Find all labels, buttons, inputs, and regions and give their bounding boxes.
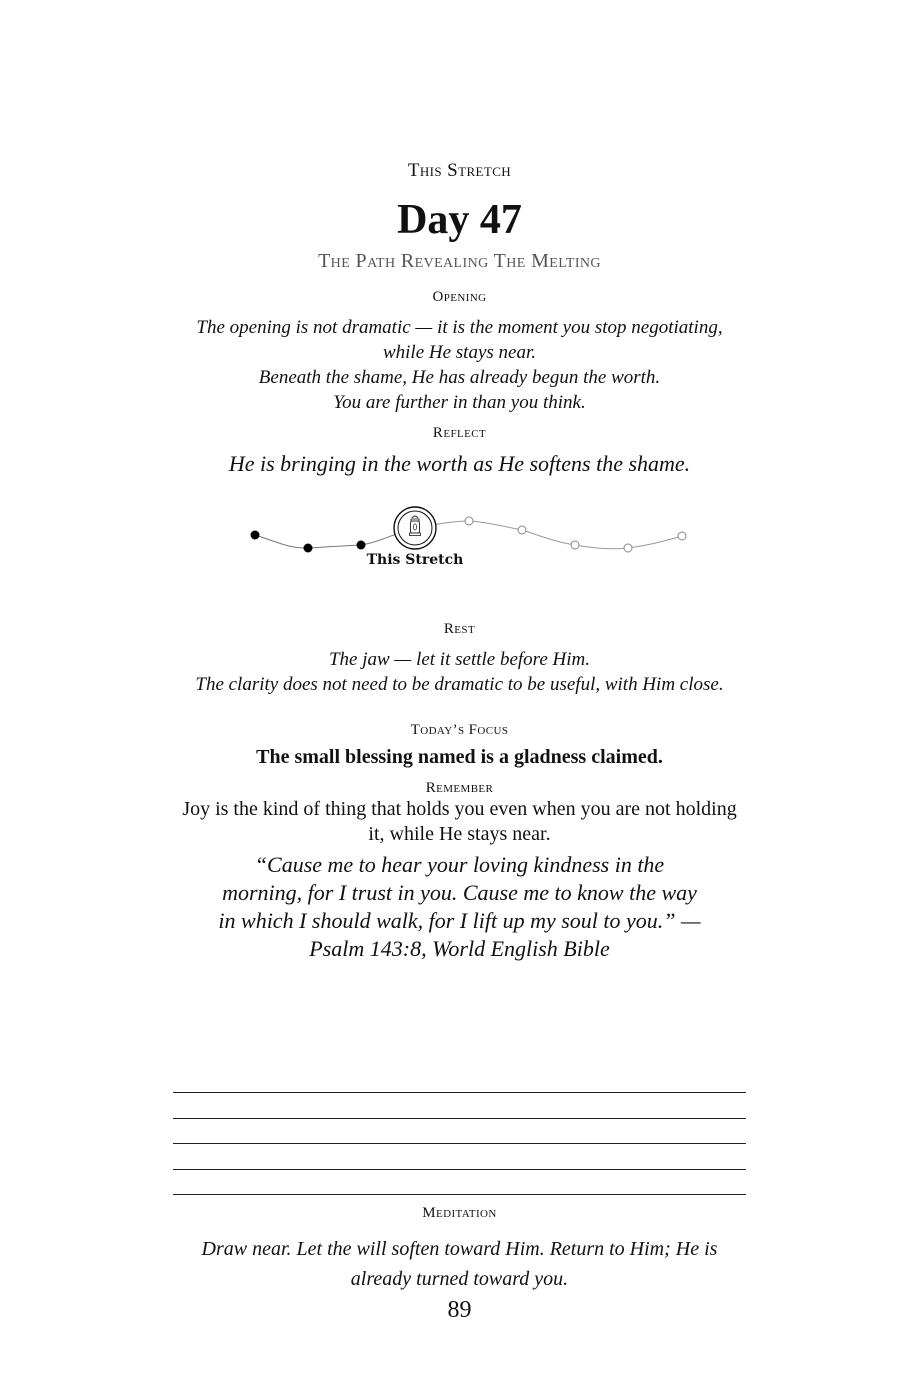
opening-label: Opening bbox=[432, 289, 487, 305]
upcoming-step-node bbox=[678, 532, 686, 540]
rest-text bbox=[0, 647, 919, 697]
reflect-text: He is bringing in the worth as He softens the shame. bbox=[228, 451, 691, 476]
opening-text bbox=[0, 315, 919, 415]
journal-lines[interactable] bbox=[173, 1092, 746, 1220]
path-nodes bbox=[251, 507, 687, 553]
completed-step-node bbox=[304, 544, 313, 553]
meditation-line: already turned toward you. bbox=[350, 1268, 569, 1290]
upcoming-step-node bbox=[518, 526, 526, 534]
journal-line[interactable] bbox=[173, 1169, 746, 1170]
page-title: Day 47 bbox=[397, 197, 522, 243]
section-eyebrow: This Stretch bbox=[407, 160, 512, 181]
upcoming-step-node bbox=[465, 517, 473, 525]
current-step-node bbox=[394, 507, 436, 549]
verse-line: in which I should walk, for I lift up my soul to you.” — bbox=[218, 908, 701, 933]
journal-line[interactable] bbox=[173, 1143, 746, 1144]
journal-line[interactable] bbox=[173, 1194, 746, 1195]
progress-path bbox=[240, 505, 700, 555]
upcoming-step-node bbox=[571, 541, 579, 549]
opening-line: The opening is not dramatic — it is the moment you stop negotiating, bbox=[196, 317, 723, 338]
remember-line: it, while He stays near. bbox=[368, 823, 551, 845]
completed-step-node bbox=[251, 531, 260, 540]
meditation-line: Draw near. Let the will soften toward Him. Return to Him; He is bbox=[201, 1238, 718, 1260]
opening-line: while He stays near. bbox=[382, 342, 537, 363]
opening-line: Beneath the shame, He has already begun the worth. bbox=[258, 367, 661, 388]
page-number: 89 bbox=[447, 1297, 472, 1323]
opening-line: You are further in than you think. bbox=[333, 392, 586, 413]
journal-line[interactable] bbox=[173, 1092, 746, 1093]
completed-step-node bbox=[357, 541, 366, 550]
focus-label: Today’s Focus bbox=[410, 722, 509, 738]
reflect-label: Reflect bbox=[432, 425, 487, 441]
remember-label: Remember bbox=[425, 780, 494, 796]
current-stretch-label: This Stretch bbox=[366, 552, 464, 568]
rest-label: Rest bbox=[443, 621, 476, 637]
verse-line: Psalm 143:8, World English Bible bbox=[309, 936, 610, 961]
remember-text bbox=[0, 797, 919, 847]
verse-line: morning, for I trust in you. Cause me to know the way bbox=[222, 880, 697, 905]
page-subtitle: The Path Revealing The Melting bbox=[318, 250, 601, 272]
rest-line: The jaw — let it settle before Him. bbox=[328, 649, 591, 670]
meditation-label: Meditation bbox=[422, 1205, 497, 1221]
meditation-text bbox=[0, 1234, 919, 1294]
journal-line[interactable] bbox=[173, 1118, 746, 1119]
upcoming-step-node bbox=[624, 544, 632, 552]
scripture-verse bbox=[0, 851, 919, 963]
remember-line: Joy is the kind of thing that holds you even when you are not holding bbox=[182, 798, 737, 820]
path-curve-done bbox=[255, 528, 415, 548]
focus-text: The small blessing named is a gladness claimed. bbox=[256, 746, 663, 768]
path-curve-ahead bbox=[415, 521, 682, 549]
rest-line: The clarity does not need to be dramatic to be useful, with Him close. bbox=[195, 674, 724, 695]
verse-line: “Cause me to hear your loving kindness in the bbox=[254, 852, 665, 877]
